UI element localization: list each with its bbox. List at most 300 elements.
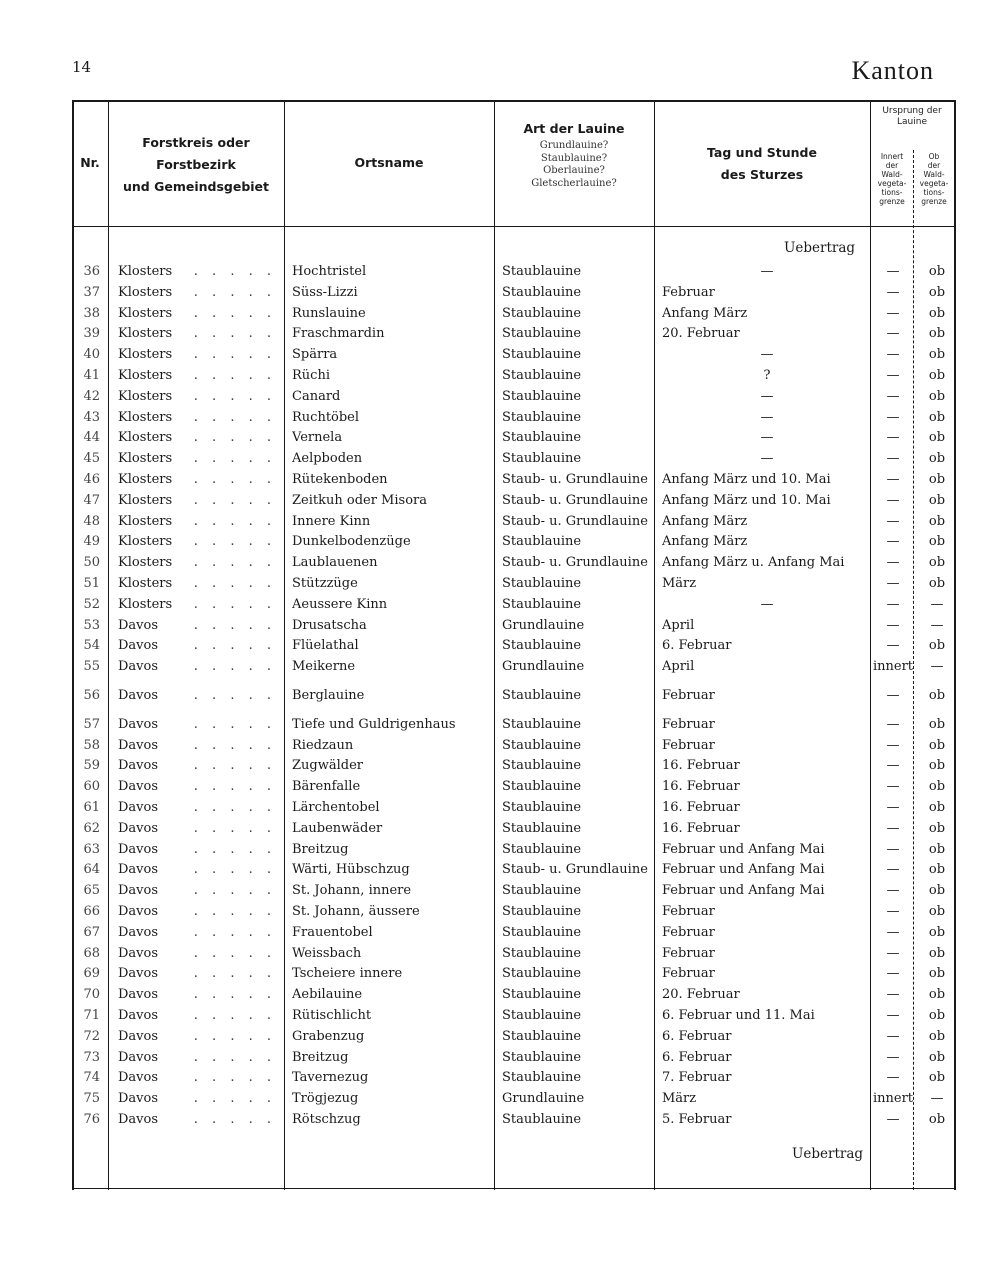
table-row xyxy=(72,408,956,428)
row-tag: 16. Februar xyxy=(662,820,740,836)
row-ortsname: St. Johann, innere xyxy=(292,883,412,899)
row-number: 52 xyxy=(83,596,100,612)
row-number: 45 xyxy=(83,451,100,467)
row-ob: ob xyxy=(928,1008,946,1023)
row-ob: ob xyxy=(928,451,946,467)
row-bezirk: Klosters . . . . . xyxy=(118,284,276,300)
row-innert: innert xyxy=(872,1091,914,1107)
row-tag: Februar xyxy=(662,945,715,961)
row-art: Staublauine xyxy=(502,1049,582,1065)
row-bezirk: Klosters . . . . . xyxy=(118,451,276,467)
row-ob: ob xyxy=(928,1028,946,1044)
row-ob: — xyxy=(930,659,944,675)
row-bezirk: Davos . . . . . xyxy=(118,779,276,795)
row-art: Staublauine xyxy=(502,1008,582,1023)
row-ob: — xyxy=(930,617,944,633)
table-row xyxy=(72,532,956,552)
row-ortsname: Fraschmardin xyxy=(292,326,385,342)
row-tag: Anfang März xyxy=(662,305,748,321)
row-ortsname: Rütischlicht xyxy=(292,1008,372,1023)
row-number: 66 xyxy=(83,904,100,919)
row-innert: — xyxy=(886,883,900,899)
row-ob: ob xyxy=(928,264,946,279)
row-number: 50 xyxy=(83,555,100,571)
header-innert: Innert der Wald- vegeta- tions- grenze xyxy=(877,152,907,206)
row-ob: ob xyxy=(928,1049,946,1065)
row-ob: ob xyxy=(928,305,946,321)
row-ortsname: Meikerne xyxy=(292,659,356,675)
table-row xyxy=(72,964,956,984)
table-row xyxy=(72,902,956,922)
row-art: Staublauine xyxy=(502,430,582,446)
row-art: Staublauine xyxy=(502,820,582,836)
avalanche-table xyxy=(72,100,956,1190)
row-art: Staublauine xyxy=(502,883,582,899)
row-number: 61 xyxy=(83,800,100,815)
table-bottom-rule xyxy=(72,1188,956,1189)
row-tag: Februar xyxy=(662,966,715,982)
uebertrag-top: Uebertrag xyxy=(784,240,856,256)
row-ortsname: Aeussere Kinn xyxy=(292,596,388,612)
row-innert: — xyxy=(886,987,900,1003)
row-bezirk: Klosters . . . . . xyxy=(118,472,276,487)
table-row xyxy=(72,304,956,324)
row-bezirk: Davos . . . . . xyxy=(118,862,276,878)
row-number: 62 xyxy=(83,820,100,836)
table-row xyxy=(72,366,956,386)
row-ob: ob xyxy=(928,883,946,899)
row-innert: — xyxy=(886,758,900,774)
row-ortsname: Breitzug xyxy=(292,841,349,857)
row-number: 73 xyxy=(83,1049,100,1065)
row-ortsname: Rütekenboden xyxy=(292,472,388,487)
row-tag: — xyxy=(760,451,774,467)
row-tag: Februar xyxy=(662,284,715,300)
row-number: 71 xyxy=(83,1008,100,1023)
row-tag: 6. Februar xyxy=(662,638,732,654)
row-innert: — xyxy=(886,1070,900,1086)
table-row xyxy=(72,881,956,901)
row-ob: ob xyxy=(928,409,946,425)
row-bezirk: Davos . . . . . xyxy=(118,883,276,899)
row-innert: innert xyxy=(872,659,914,675)
table-row xyxy=(72,1089,956,1109)
row-ortsname: Stützzüge xyxy=(292,576,358,591)
table-top-rule xyxy=(72,100,956,102)
row-number: 42 xyxy=(83,388,100,404)
row-bezirk: Davos . . . . . xyxy=(118,716,276,732)
row-bezirk: Klosters . . . . . xyxy=(118,388,276,404)
row-number: 67 xyxy=(83,924,100,940)
row-ob: ob xyxy=(928,492,946,508)
row-bezirk: Davos . . . . . xyxy=(118,966,276,982)
row-number: 69 xyxy=(83,966,100,982)
row-tag: 6. Februar xyxy=(662,1028,732,1044)
row-bezirk: Davos . . . . . xyxy=(118,758,276,774)
row-innert: — xyxy=(886,737,900,753)
row-innert: — xyxy=(886,945,900,961)
table-row xyxy=(72,636,956,656)
row-tag: April xyxy=(662,659,695,675)
row-art: Staublauine xyxy=(502,347,582,363)
row-ortsname: Spärra xyxy=(292,347,338,363)
table-row xyxy=(72,1110,956,1130)
row-art: Staublauine xyxy=(502,924,582,940)
header-ursprung: Ursprung der Lauine xyxy=(882,106,942,127)
row-ob: — xyxy=(930,596,944,612)
uebertrag-bottom: Uebertrag xyxy=(792,1146,864,1162)
row-innert: — xyxy=(886,305,900,321)
row-innert: — xyxy=(886,966,900,982)
row-tag: Februar xyxy=(662,737,715,753)
table-row xyxy=(72,324,956,344)
row-number: 56 xyxy=(83,688,100,703)
row-bezirk: Davos . . . . . xyxy=(118,617,276,633)
row-ortsname: Canard xyxy=(292,388,341,404)
table-row xyxy=(72,1068,956,1088)
row-innert: — xyxy=(886,862,900,878)
row-ortsname: Grabenzug xyxy=(292,1028,365,1044)
row-bezirk: Davos . . . . . xyxy=(118,638,276,654)
row-bezirk: Klosters . . . . . xyxy=(118,347,276,363)
row-ob: ob xyxy=(928,924,946,940)
row-tag: — xyxy=(760,596,774,612)
row-ob: ob xyxy=(928,820,946,836)
table-row xyxy=(72,1006,956,1026)
row-ob: ob xyxy=(928,638,946,654)
row-innert: — xyxy=(886,264,900,279)
table-row xyxy=(72,262,956,282)
row-tag: 16. Februar xyxy=(662,800,740,815)
table-row xyxy=(72,715,956,735)
row-ob: ob xyxy=(928,347,946,363)
row-innert: — xyxy=(886,1028,900,1044)
row-bezirk: Klosters . . . . . xyxy=(118,430,276,446)
row-ortsname: Zugwälder xyxy=(292,758,363,774)
row-tag: Februar und Anfang Mai xyxy=(662,883,825,899)
row-innert: — xyxy=(886,576,900,591)
row-number: 70 xyxy=(83,987,100,1003)
row-art: Grundlauine xyxy=(502,1091,585,1107)
row-innert: — xyxy=(886,779,900,795)
row-art: Staublauine xyxy=(502,326,582,342)
row-art: Staublauine xyxy=(502,688,582,703)
table-row xyxy=(72,428,956,448)
row-art: Grundlauine xyxy=(502,617,585,633)
row-art: Staublauine xyxy=(502,945,582,961)
row-number: 63 xyxy=(83,841,100,857)
row-innert: — xyxy=(886,820,900,836)
row-tag: März xyxy=(662,576,697,591)
row-bezirk: Davos . . . . . xyxy=(118,1008,276,1023)
row-ob: ob xyxy=(928,1112,946,1127)
row-ortsname: Weissbach xyxy=(292,945,362,961)
row-bezirk: Davos . . . . . xyxy=(118,1112,276,1127)
row-art: Grundlauine xyxy=(502,659,585,675)
header-nr: Nr. xyxy=(80,155,100,170)
row-innert: — xyxy=(886,800,900,815)
row-innert: — xyxy=(886,1049,900,1065)
row-ortsname: Zeitkuh oder Misora xyxy=(292,492,427,508)
row-art: Staublauine xyxy=(502,409,582,425)
row-number: 37 xyxy=(83,284,100,300)
page-number: 14 xyxy=(72,58,92,76)
row-art: Staublauine xyxy=(502,388,582,404)
row-ob: ob xyxy=(928,966,946,982)
row-ortsname: Vernela xyxy=(292,430,343,446)
row-number: 53 xyxy=(83,617,100,633)
row-tag: 5. Februar xyxy=(662,1112,732,1127)
table-row xyxy=(72,574,956,594)
row-art: Staublauine xyxy=(502,800,582,815)
table-row xyxy=(72,512,956,532)
row-ortsname: Hochtristel xyxy=(292,264,367,279)
row-bezirk: Klosters . . . . . xyxy=(118,576,276,591)
row-ob: ob xyxy=(928,716,946,732)
table-row xyxy=(72,777,956,797)
header-bottom-rule xyxy=(72,226,956,227)
table-row xyxy=(72,595,956,615)
row-number: 75 xyxy=(83,1091,100,1107)
row-tag: 16. Februar xyxy=(662,779,740,795)
row-innert: — xyxy=(886,451,900,467)
row-ob: ob xyxy=(928,904,946,919)
row-ortsname: St. Johann, äussere xyxy=(292,904,420,919)
row-tag: — xyxy=(760,430,774,446)
row-art: Staublauine xyxy=(502,987,582,1003)
row-ob: ob xyxy=(928,737,946,753)
row-tag: — xyxy=(760,347,774,363)
row-number: 38 xyxy=(83,305,100,321)
row-art: Staublauine xyxy=(502,638,582,654)
row-innert: — xyxy=(886,596,900,612)
header-forstkreis: Forstkreis oder Forstbezirk und Gemeindsgebiet xyxy=(122,135,270,194)
row-ortsname: Runslauine xyxy=(292,305,366,321)
row-bezirk: Davos . . . . . xyxy=(118,945,276,961)
row-number: 60 xyxy=(83,779,100,795)
row-number: 65 xyxy=(83,883,100,899)
row-innert: — xyxy=(886,492,900,508)
row-ortsname: Laubenwäder xyxy=(292,820,383,836)
row-ob: ob xyxy=(928,430,946,446)
row-number: 68 xyxy=(83,945,100,961)
header-tag: Tag und Stunde des Sturzes xyxy=(707,145,817,182)
row-ortsname: Dunkelbodenzüge xyxy=(292,534,411,550)
row-innert: — xyxy=(886,347,900,363)
row-bezirk: Klosters . . . . . xyxy=(118,409,276,425)
table-row xyxy=(72,840,956,860)
row-bezirk: Davos . . . . . xyxy=(118,1070,276,1086)
table-row xyxy=(72,553,956,573)
table-row xyxy=(72,470,956,490)
header-art: Art der Lauine Grundlauine? Staublauine? Oberlauine? Gletscherlauine? xyxy=(523,121,625,189)
row-number: 43 xyxy=(83,409,100,425)
row-tag: Februar und Anfang Mai xyxy=(662,841,825,857)
row-art: Staub- u. Grundlauine xyxy=(502,472,648,487)
row-art: Staublauine xyxy=(502,576,582,591)
row-innert: — xyxy=(886,513,900,529)
row-art: Staublauine xyxy=(502,284,582,300)
row-ob: ob xyxy=(928,987,946,1003)
row-innert: — xyxy=(886,617,900,633)
row-tag: Februar xyxy=(662,904,715,919)
table-row xyxy=(72,985,956,1005)
row-ob: ob xyxy=(928,472,946,487)
row-ortsname: Flüelathal xyxy=(292,638,359,654)
row-bezirk: Klosters . . . . . xyxy=(118,264,276,279)
table-row xyxy=(72,491,956,511)
row-innert: — xyxy=(886,1112,900,1127)
row-art: Staublauine xyxy=(502,305,582,321)
row-art: Staublauine xyxy=(502,966,582,982)
row-number: 72 xyxy=(83,1028,100,1044)
row-tag: — xyxy=(760,388,774,404)
row-number: 36 xyxy=(83,264,100,279)
row-number: 41 xyxy=(83,368,100,383)
row-art: Staublauine xyxy=(502,264,582,279)
row-art: Staublauine xyxy=(502,904,582,919)
row-number: 54 xyxy=(83,638,100,654)
row-ob: ob xyxy=(928,1070,946,1086)
row-bezirk: Davos . . . . . xyxy=(118,1049,276,1065)
row-ob: ob xyxy=(928,326,946,342)
row-tag: Anfang März und 10. Mai xyxy=(662,472,831,487)
row-number: 40 xyxy=(83,347,100,363)
row-ob: ob xyxy=(928,688,946,703)
row-innert: — xyxy=(886,534,900,550)
row-ortsname: Aelpboden xyxy=(292,451,363,467)
row-art: Staublauine xyxy=(502,758,582,774)
row-ortsname: Süss-Lizzi xyxy=(292,284,358,300)
row-number: 57 xyxy=(83,716,100,732)
row-bezirk: Davos . . . . . xyxy=(118,904,276,919)
row-art: Staublauine xyxy=(502,1112,582,1127)
row-tag: Anfang März und 10. Mai xyxy=(662,492,831,508)
row-tag: ? xyxy=(763,368,771,383)
row-art: Staub- u. Grundlauine xyxy=(502,555,648,571)
table-row xyxy=(72,944,956,964)
row-tag: 20. Februar xyxy=(662,987,740,1003)
row-art: Staub- u. Grundlauine xyxy=(502,492,648,508)
row-art: Staublauine xyxy=(502,716,582,732)
row-bezirk: Davos . . . . . xyxy=(118,924,276,940)
row-bezirk: Davos . . . . . xyxy=(118,987,276,1003)
row-bezirk: Klosters . . . . . xyxy=(118,555,276,571)
row-ortsname: Frauentobel xyxy=(292,924,373,940)
row-bezirk: Klosters . . . . . xyxy=(118,513,276,529)
table-row xyxy=(72,1027,956,1047)
table-row xyxy=(72,616,956,636)
row-ortsname: Tavernezug xyxy=(292,1070,369,1086)
row-art: Staublauine xyxy=(502,534,582,550)
table-row xyxy=(72,345,956,365)
row-tag: 7. Februar xyxy=(662,1070,732,1086)
row-number: 44 xyxy=(83,430,100,446)
row-ob: ob xyxy=(928,800,946,815)
row-bezirk: Klosters . . . . . xyxy=(118,534,276,550)
row-bezirk: Davos . . . . . xyxy=(118,820,276,836)
row-tag: 16. Februar xyxy=(662,758,740,774)
row-number: 51 xyxy=(83,576,100,591)
row-ob: ob xyxy=(928,862,946,878)
row-ortsname: Laublauenen xyxy=(292,555,378,571)
row-ortsname: Riedzaun xyxy=(292,737,354,753)
row-bezirk: Davos . . . . . xyxy=(118,688,276,703)
row-tag: 6. Februar xyxy=(662,1049,732,1065)
row-number: 58 xyxy=(83,737,100,753)
row-art: Staublauine xyxy=(502,368,582,383)
row-ortsname: Bärenfalle xyxy=(292,779,361,795)
row-art: Staublauine xyxy=(502,841,582,857)
row-ortsname: Rötschzug xyxy=(292,1112,361,1127)
row-ob: ob xyxy=(928,284,946,300)
row-innert: — xyxy=(886,409,900,425)
table-row xyxy=(72,798,956,818)
header-ortsname: Ortsname xyxy=(354,155,424,170)
row-ob: ob xyxy=(928,555,946,571)
row-tag: Anfang März u. Anfang Mai xyxy=(662,555,845,571)
header-ob: Ob der Wald- vegeta- tions- grenze xyxy=(919,152,949,206)
table-row xyxy=(72,736,956,756)
row-ob: — xyxy=(930,1091,944,1107)
row-ob: ob xyxy=(928,758,946,774)
row-innert: — xyxy=(886,368,900,383)
row-ortsname: Wärti, Hübschzug xyxy=(292,862,410,878)
row-art: Staublauine xyxy=(502,1028,582,1044)
table-row xyxy=(72,819,956,839)
table-row xyxy=(72,686,956,706)
row-innert: — xyxy=(886,638,900,654)
row-tag: — xyxy=(760,264,774,279)
row-bezirk: Davos . . . . . xyxy=(118,1091,276,1107)
row-ob: ob xyxy=(928,513,946,529)
row-ortsname: Aebilauine xyxy=(292,987,363,1003)
row-number: 74 xyxy=(83,1070,100,1086)
row-innert: — xyxy=(886,326,900,342)
row-ortsname: Rüchi xyxy=(292,368,330,383)
table-row xyxy=(72,449,956,469)
row-ob: ob xyxy=(928,388,946,404)
row-innert: — xyxy=(886,924,900,940)
row-ortsname: Trögjezug xyxy=(292,1091,359,1107)
row-tag: April xyxy=(662,617,695,633)
row-bezirk: Davos . . . . . xyxy=(118,841,276,857)
table-row xyxy=(72,1048,956,1068)
row-innert: — xyxy=(886,904,900,919)
row-innert: — xyxy=(886,284,900,300)
row-innert: — xyxy=(886,688,900,703)
row-tag: 20. Februar xyxy=(662,326,740,342)
row-number: 47 xyxy=(83,492,100,508)
row-innert: — xyxy=(886,555,900,571)
row-tag: Anfang März xyxy=(662,513,748,529)
row-tag: März xyxy=(662,1091,697,1107)
row-ortsname: Berglauine xyxy=(292,688,365,703)
row-innert: — xyxy=(886,472,900,487)
table-row xyxy=(72,657,956,677)
row-art: Staublauine xyxy=(502,1070,582,1086)
row-tag: Februar xyxy=(662,688,715,703)
row-ortsname: Drusatscha xyxy=(292,617,367,633)
row-number: 48 xyxy=(83,513,100,529)
row-tag: 6. Februar und 11. Mai xyxy=(662,1008,815,1023)
row-art: Staublauine xyxy=(502,737,582,753)
row-ob: ob xyxy=(928,945,946,961)
row-number: 39 xyxy=(83,326,100,342)
row-number: 59 xyxy=(83,758,100,774)
row-ortsname: Tscheiere innere xyxy=(292,966,403,982)
row-bezirk: Klosters . . . . . xyxy=(118,596,276,612)
